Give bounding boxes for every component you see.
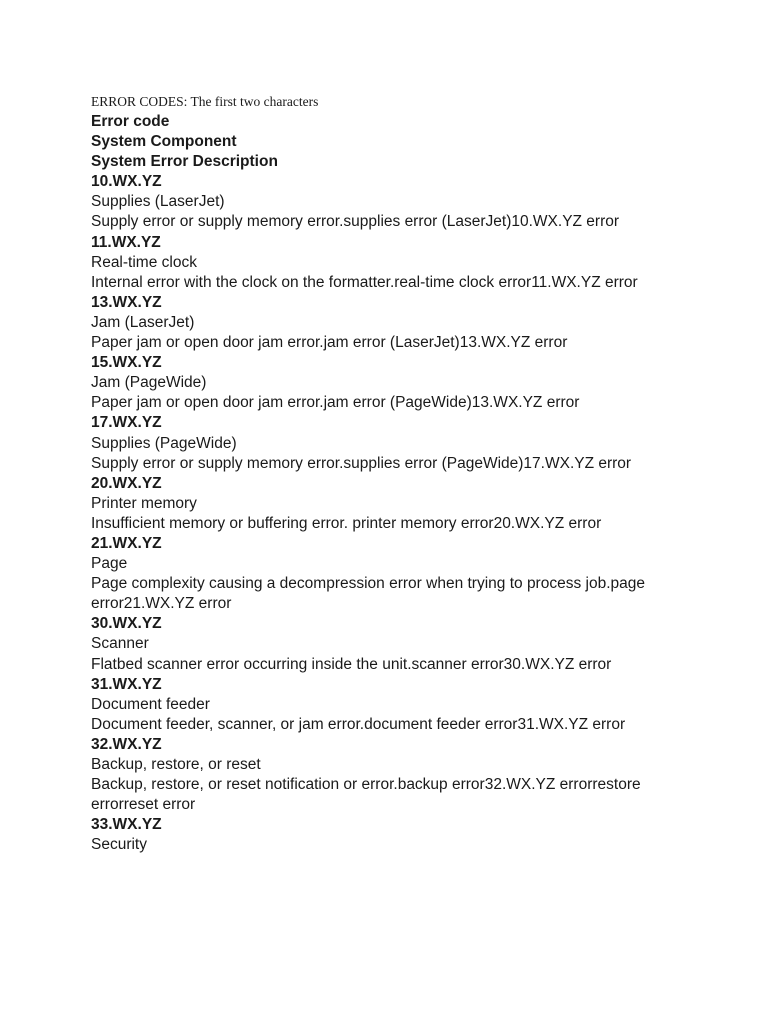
error-code: 20.WX.YZ xyxy=(91,474,162,492)
header-system-error-description: System Error Description xyxy=(91,153,278,171)
system-component: Real-time clock xyxy=(91,253,197,271)
error-code: 11.WX.YZ xyxy=(91,233,161,251)
system-component: Jam (LaserJet) xyxy=(91,313,195,331)
system-component: Page xyxy=(91,555,128,573)
error-entry xyxy=(91,735,691,815)
system-component: Jam (PageWide) xyxy=(91,374,207,392)
system-component: Backup, restore, or reset xyxy=(91,756,261,773)
error-description: Document feeder, scanner, or jam error.document feeder error31.WX.YZ error xyxy=(91,715,626,733)
error-description: Flatbed scanner error occurring inside the unit.scanner error30.WX.YZ error xyxy=(91,655,612,673)
error-description: Internal error with the clock on the formatter.real-time clock error11.WX.YZ error xyxy=(91,273,638,291)
document-page xyxy=(91,93,691,855)
error-description: Supply error or supply memory error.supplies error (PageWide)17.WX.YZ error xyxy=(91,454,632,472)
error-code: 32.WX.YZ xyxy=(91,735,162,753)
error-code: 13.WX.YZ xyxy=(91,293,162,311)
error-entry xyxy=(91,474,691,534)
error-description: Page complexity causing a decompression error when trying to process job.page error21.WX.YZ error xyxy=(91,575,645,613)
error-code: 15.WX.YZ xyxy=(91,354,162,372)
error-entry xyxy=(91,614,691,674)
error-entry xyxy=(91,353,691,413)
intro-text: ERROR CODES: The first two characters xyxy=(91,94,319,109)
error-entry xyxy=(91,534,691,614)
system-component: Supplies (PageWide) xyxy=(91,434,237,452)
system-component: Printer memory xyxy=(91,494,197,512)
error-entry xyxy=(91,233,691,293)
error-code: 30.WX.YZ xyxy=(91,615,162,633)
header-error-code: Error code xyxy=(91,113,170,130)
error-entry xyxy=(91,172,691,232)
error-entry xyxy=(91,413,691,473)
error-description: Insufficient memory or buffering error. printer memory error20.WX.YZ error xyxy=(91,514,602,532)
system-component: Supplies (LaserJet) xyxy=(91,193,225,211)
system-component: Security xyxy=(91,836,147,854)
error-description: Paper jam or open door jam error.jam error (PageWide)13.WX.YZ error xyxy=(91,394,580,412)
error-code: 31.WX.YZ xyxy=(91,675,162,693)
error-description: Paper jam or open door jam error.jam error (LaserJet)13.WX.YZ error xyxy=(91,334,568,352)
error-entry xyxy=(91,815,691,855)
header-system-component: System Component xyxy=(91,133,237,151)
error-code: 17.WX.YZ xyxy=(91,414,162,432)
system-component: Scanner xyxy=(91,635,149,653)
error-description: Supply error or supply memory error.supplies error (LaserJet)10.WX.YZ error xyxy=(91,213,620,231)
error-description: Backup, restore, or reset notification or error.backup error32.WX.YZ errorrestore errorreset error xyxy=(91,776,641,814)
error-code: 33.WX.YZ xyxy=(91,816,162,834)
error-entry xyxy=(91,293,691,353)
error-code: 21.WX.YZ xyxy=(91,534,162,552)
error-code: 10.WX.YZ xyxy=(91,173,162,191)
error-entry xyxy=(91,675,691,735)
system-component: Document feeder xyxy=(91,695,210,713)
